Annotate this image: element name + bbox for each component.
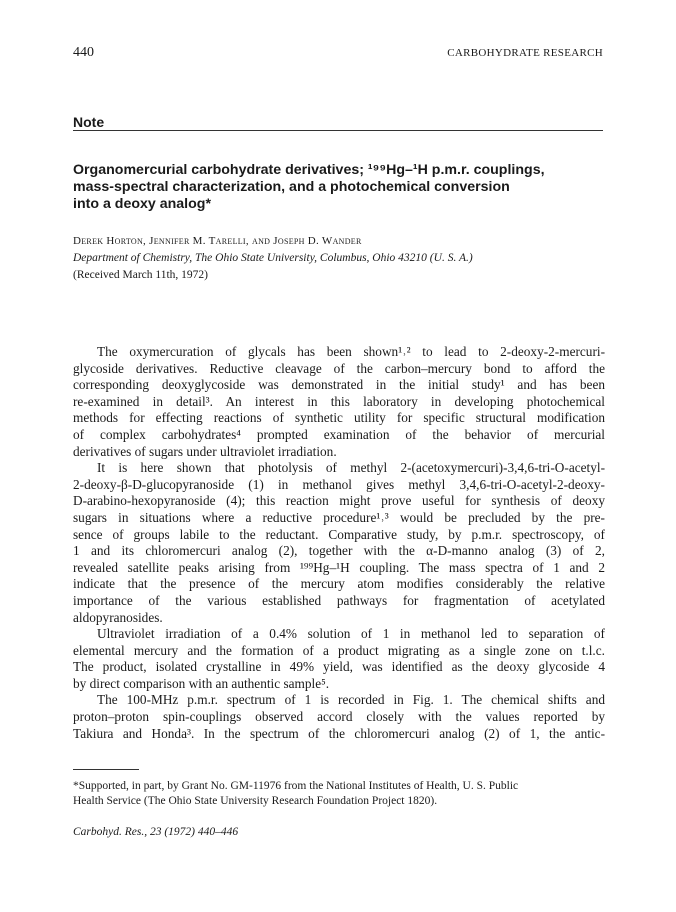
- footnote-line: Health Service (The Ohio State University Research Foundation Project 1820).: [73, 795, 438, 807]
- section-label: Note: [73, 114, 105, 130]
- body-line: of complex carbohydrates⁴ prompted examination of the behavior of mercurial: [73, 426, 605, 442]
- body-line: glycoside derivatives. Reductive cleavage of the carbon–mercury bond to afford the: [73, 360, 605, 376]
- footnote: [73, 779, 605, 809]
- body-line: The 100-MHz p.m.r. spectrum of 1 is recorded in Fig. 1. The chemical shifts and: [97, 692, 605, 708]
- footnote-line: *Supported, in part, by Grant No. GM-11976 from the National Institutes of Health, U. S. Public: [73, 780, 519, 792]
- body-line: sence of groups labile to the reductant. Comparative study, by p.m.r. spectroscopy, of: [73, 526, 605, 542]
- body-line: derivatives of sugars under ultraviolet irradiation.: [73, 443, 337, 459]
- body-line: indicate that the presence of the mercury atom modifies considerably the relative: [73, 576, 605, 592]
- body-line: corresponding deoxyglycoside was demonstrated in the initial study¹ and has been: [73, 377, 605, 393]
- section-rule: [73, 130, 603, 131]
- title-line: into a deoxy analog*: [73, 196, 211, 212]
- received-date: (Received March 11th, 1972): [73, 269, 208, 281]
- body-line: importance of the various established pathways for fragmentation of acetylated: [73, 592, 605, 608]
- affiliation: Department of Chemistry, The Ohio State University, Columbus, Ohio 43210 (U. S. A.): [73, 252, 473, 264]
- authors: Derek Horton, Jennifer M. Tarelli, and Joseph D. Wander: [73, 235, 362, 247]
- body-line: elemental mercury and the formation of a product migrating as a single zone on t.l.c.: [73, 642, 605, 658]
- body-line: Ultraviolet irradiation of a 0.4% solution of 1 in methanol led to separation of: [97, 626, 605, 642]
- body-line: re-examined in detail³. An interest in this laboratory in developing photochemical: [73, 393, 605, 409]
- body-line: methods for effecting reactions of synthetic utility for specific structural modification: [73, 410, 605, 426]
- body-line: 2-deoxy-β-D-glucopyranoside (1) in methanol gives methyl 3,4,6-tri-O-acetyl-2-deoxy-: [73, 476, 605, 492]
- body-line: The oxymercuration of glycals has been shown¹˒² to lead to 2-deoxy-2-mercuri-: [97, 344, 605, 359]
- journal-reference: Carbohyd. Res., 23 (1972) 440–446: [73, 826, 239, 838]
- body-line: revealed satellite peaks arising from ¹⁹⁹Hg–¹H coupling. The mass spectra of 1 and 2: [73, 559, 605, 575]
- body-line: aldopyranosides.: [73, 609, 163, 625]
- body-text: [73, 344, 605, 742]
- body-line: D-arabino-hexopyranoside (4); this reaction might prove useful for synthesis of deoxy: [73, 493, 605, 509]
- body-line: by direct comparison with an authentic sample⁵.: [73, 675, 330, 691]
- body-line: 1 and its chloromercuri analog (2), together with the α-D-manno analog (3) of 2,: [73, 543, 605, 559]
- body-line: It is here shown that photolysis of methyl 2-(acetoxymercuri)-3,4,6-tri-O-acetyl-: [97, 460, 605, 476]
- title-line: mass-spectral characterization, and a photochemical conversion: [73, 179, 510, 195]
- body-line: sugars in situations where a reductive procedure¹˒³ would be precluded by the pre-: [73, 509, 605, 525]
- article-title: [73, 162, 613, 213]
- body-line: The product, isolated crystalline in 49% yield, was identified as the deoxy glycoside 4: [73, 659, 605, 675]
- page-number: 440: [73, 45, 94, 60]
- body-line: proton–proton spin-couplings observed accord closely with the values reported by: [73, 709, 605, 725]
- running-head: CARBOHYDRATE RESEARCH: [447, 47, 603, 59]
- footnote-rule: [73, 769, 139, 770]
- body-line: Takiura and Honda³. In the spectrum of the chloromercuri analog (2) of 1, the antic-: [73, 725, 605, 741]
- title-line: Organomercurial carbohydrate derivatives; ¹⁹⁹Hg–¹H p.m.r. couplings,: [73, 162, 545, 178]
